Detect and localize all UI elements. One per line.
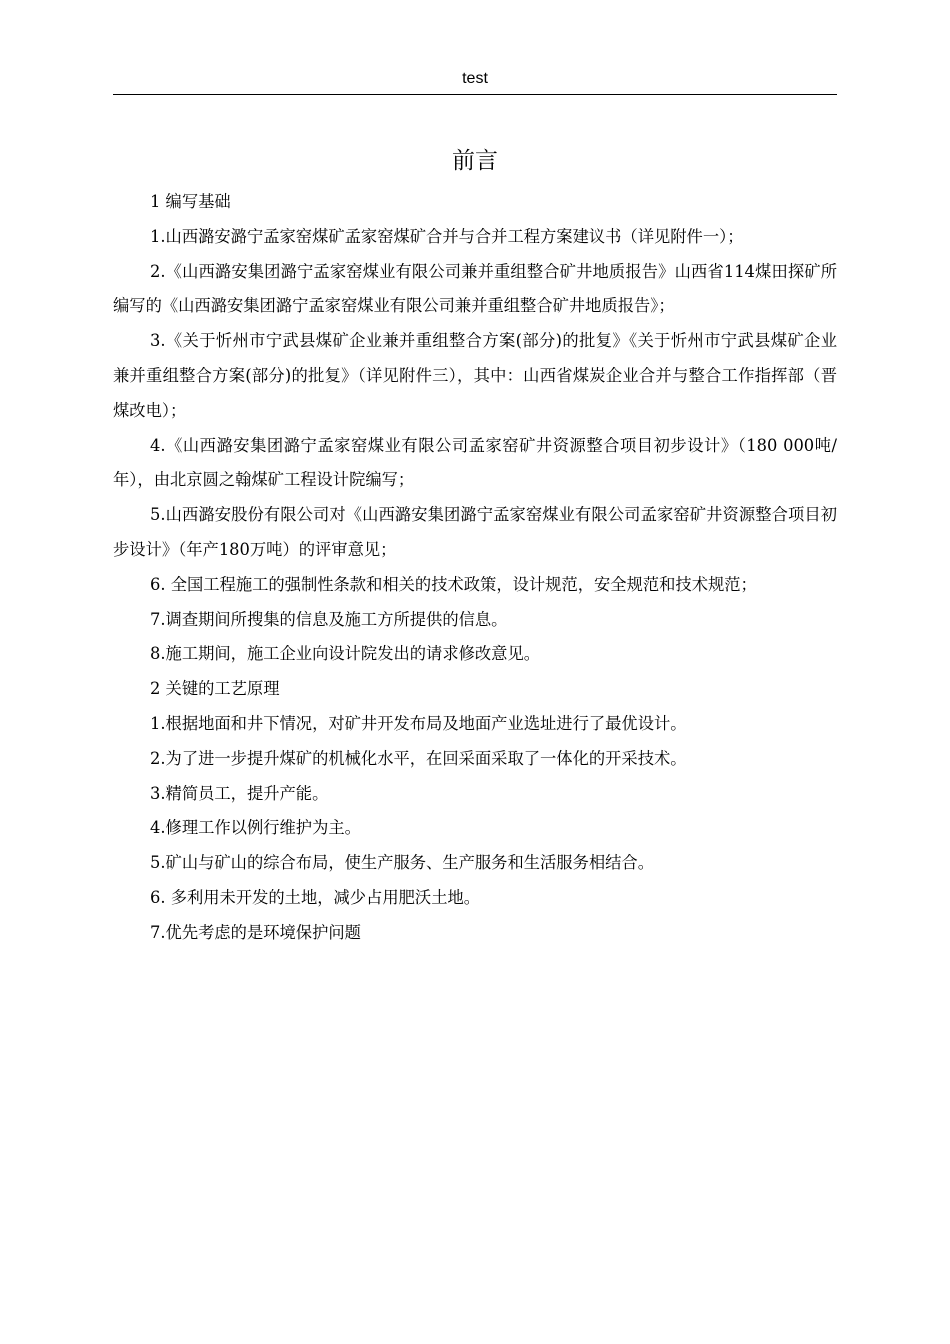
document-body <box>113 185 837 951</box>
paragraph: 4.《山西潞安集团潞宁孟家窑煤业有限公司孟家窑矿井资源整合项目初步设计》（180 000吨/年），由北京圆之翰煤矿工程设计院编写； <box>113 435 837 490</box>
paragraph: 1.根据地面和井下情况，对矿井开发布局及地面产业选址进行了最优设计。 <box>150 713 687 733</box>
header-text: test <box>462 70 488 87</box>
paragraph: 4.修理工作以例行维护为主。 <box>150 818 361 838</box>
section-heading: 1 编写基础 <box>150 192 231 211</box>
paragraph: 8.施工期间，施工企业向设计院发出的请求修改意见。 <box>150 644 541 664</box>
paragraph: 6. 多利用未开发的土地，减少占用肥沃土地。 <box>150 887 481 907</box>
paragraph: 7.优先考虑的是环境保护问题 <box>150 922 361 942</box>
paragraph: 7.调查期间所搜集的信息及施工方所提供的信息。 <box>150 609 508 629</box>
paragraph: 2.为了进一步提升煤矿的机械化水平，在回采面采取了一体化的开采技术。 <box>150 748 687 768</box>
paragraph: 6. 全国工程施工的强制性条款和相关的技术政策，设计规范，安全规范和技术规范； <box>150 574 757 594</box>
paragraph: 5.矿山与矿山的综合布局，使生产服务、生产服务和生活服务相结合。 <box>150 853 654 873</box>
section-heading: 2 关键的工艺原理 <box>150 679 280 699</box>
paragraph: 5.山西潞安股份有限公司对《山西潞安集团潞宁孟家窑煤业有限公司孟家窑矿井资源整合项目初步设计》（年产180万吨）的评审意见； <box>113 505 837 559</box>
page-header <box>113 66 837 95</box>
paragraph: 3.《关于忻州市宁武县煤矿企业兼并重组整合方案(部分)的批复》《关于忻州市宁武县煤矿企业兼并重组整合方案(部分)的批复》（详见附件三），其中：山西省煤炭企业合并与整合工作指挥部（晋煤改电）； <box>113 331 837 420</box>
page-title: 前言 <box>452 148 498 174</box>
paragraph: 3.精简员工，提升产能。 <box>150 783 329 803</box>
paragraph: 2.《山西潞安集团潞宁孟家窑煤业有限公司兼并重组整合矿井地质报告》山西省114煤田探矿所编写的《山西潞安集团潞宁孟家窑煤业有限公司兼并重组整合矿井地质报告》； <box>113 261 837 316</box>
paragraph: 1.山西潞安潞宁孟家窑煤矿孟家窑煤矿合并与合并工程方案建议书（详见附件一）； <box>150 226 744 246</box>
